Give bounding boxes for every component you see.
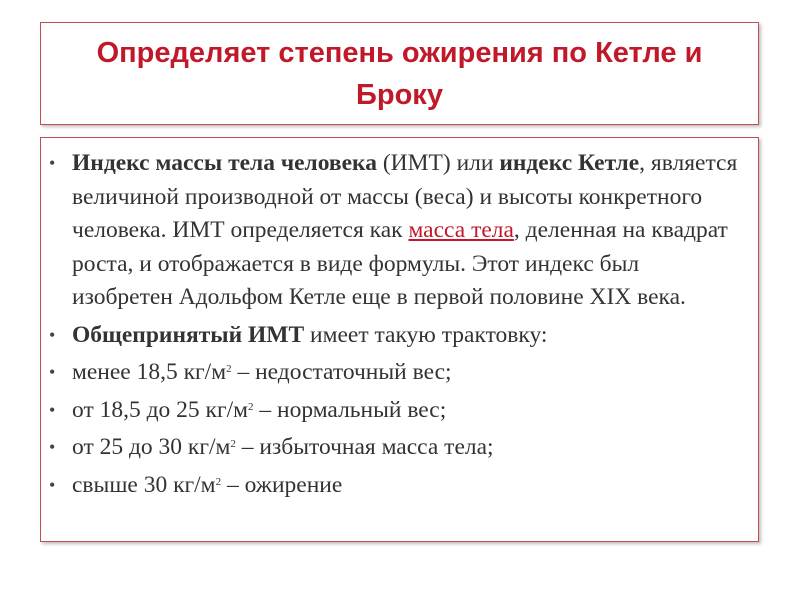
bullet-list: [41, 147, 758, 506]
bullet-icon: •: [49, 437, 56, 457]
bullet-icon: •: [49, 474, 56, 495]
quetelet-term: индекс Кетле: [499, 150, 640, 176]
overweight-range: от 25 до 30 кг/м: [72, 434, 231, 460]
bmi-text-2: , является величиной производной от массы (веса) и высоты конкретного человека. ИМТ определяется как: [72, 150, 738, 243]
bullet-underweight: [41, 356, 758, 390]
superscript: 2: [226, 363, 232, 375]
content-box: [40, 137, 759, 542]
obesity-label: – ожирение: [221, 471, 343, 498]
underweight-range: менее 18,5 кг/м: [72, 359, 227, 385]
bullet-icon: •: [49, 399, 56, 420]
bullet-icon: •: [49, 362, 56, 382]
superscript: 2: [248, 400, 254, 413]
obesity-range: свыше 30 кг/м: [72, 471, 216, 498]
bullet-normal-weight: [41, 394, 758, 428]
bullet-bmi-definition: [41, 147, 758, 315]
bullet-obesity: [41, 469, 758, 503]
interpretation-text: имеет такую трактовку:: [304, 321, 548, 348]
bmi-text-1: (ИМТ) или: [376, 150, 500, 176]
body-mass-link[interactable]: масса тела: [408, 217, 514, 243]
normal-label: – нормальный вес;: [253, 396, 447, 423]
superscript: 2: [215, 475, 222, 488]
bmi-text-3: , деленная на квадрат роста, и отображается в виде формулы. Этот индекс был изобретен Адольфом Кетле еще в первой половине XIX века.: [72, 217, 728, 310]
bullet-bmi-interpretation: [41, 319, 758, 353]
bullet-overweight: [41, 431, 758, 465]
title-box: [40, 22, 759, 125]
bullet-icon: •: [49, 153, 56, 173]
bmi-term: Индекс массы тела человека: [72, 150, 377, 176]
common-bmi-term: Общепринятый ИМТ: [72, 321, 305, 348]
overweight-label: – избыточная масса тела;: [235, 434, 494, 460]
slide-title: Определяет степень ожирения по Кетле и Броку: [96, 36, 703, 111]
superscript: 2: [230, 438, 236, 450]
underweight-label: – недостаточный вес;: [231, 359, 452, 385]
bullet-icon: •: [49, 324, 56, 345]
normal-range: от 18,5 до 25 кг/м: [72, 396, 248, 423]
